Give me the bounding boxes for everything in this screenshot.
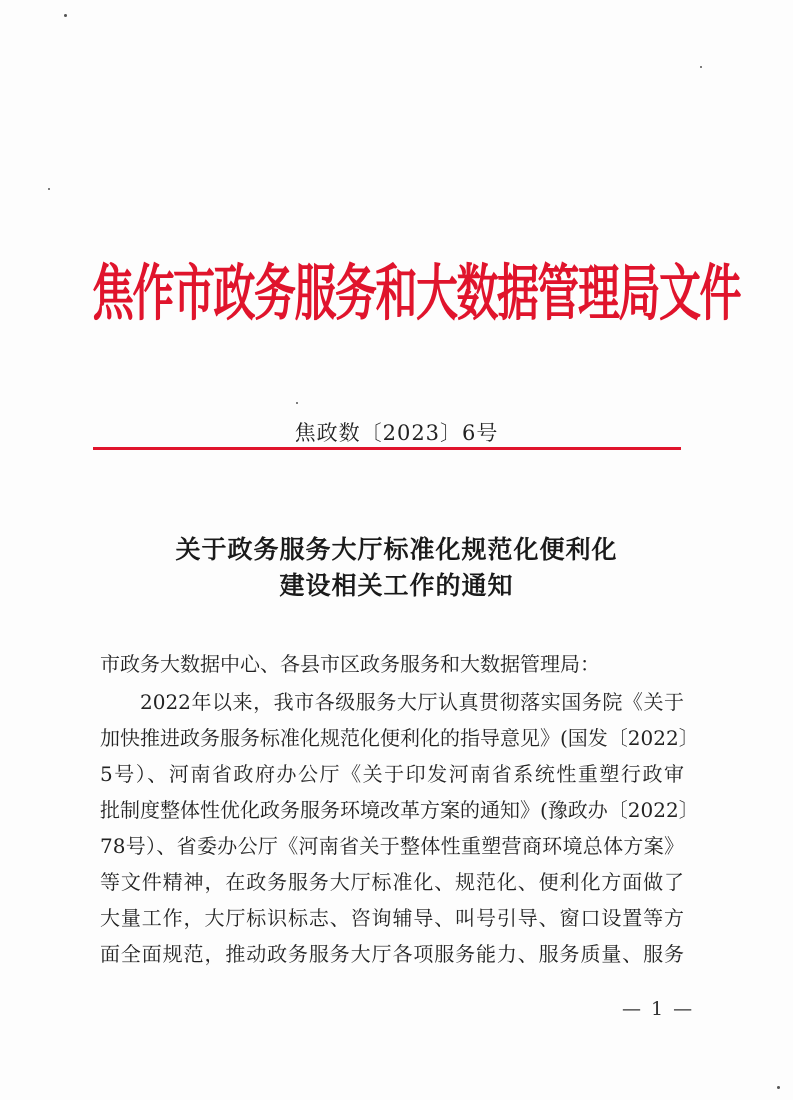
body-paragraph-line: 加快推进政务服务标准化规范化便利化的指导意见》(国发〔2022〕 [100,726,699,750]
scan-speck [700,66,702,68]
scan-speck [48,188,50,190]
body-paragraph-line: 78号）、省委办公厅《河南省关于整体性重塑营商环境总体方案》 [100,834,684,858]
body-paragraph-line: 批制度整体性优化政务服务环境改革方案的通知》(豫政办〔2022〕 [100,798,699,822]
header-red-rule [93,447,681,450]
body-paragraph-line: 等文件精神，在政务服务大厅标准化、规范化、便利化方面做了 [100,870,684,894]
agency-header-title: 焦作市政务服务和大数据管理局文件 [92,257,741,329]
page-number: — 1 — [622,998,695,1020]
body-paragraph-line: 大量工作，大厅标识标志、咨询辅导、叫号引导、窗口设置等方 [100,906,684,930]
addressee-line: 市政务大数据中心、各县市区政务服务和大数据管理局： [100,652,600,676]
scan-speck [296,402,298,404]
document-number: 焦政数〔2023〕6号 [294,421,499,445]
body-paragraph-line: 5号）、河南省政府办公厅《关于印发河南省系统性重塑行政审 [100,762,684,786]
notice-title-line-2: 建设相关工作的通知 [279,571,514,600]
scan-speck [64,14,67,17]
notice-title-line-1: 关于政务服务大厅标准化规范化便利化 [175,535,618,564]
scan-speck [777,1086,780,1089]
body-paragraph-line: 2022年以来，我市各级服务大厅认真贯彻落实国务院《关于 [140,690,684,714]
body-paragraph-line: 面全面规范，推动政务服务大厅各项服务能力、服务质量、服务 [100,942,684,966]
